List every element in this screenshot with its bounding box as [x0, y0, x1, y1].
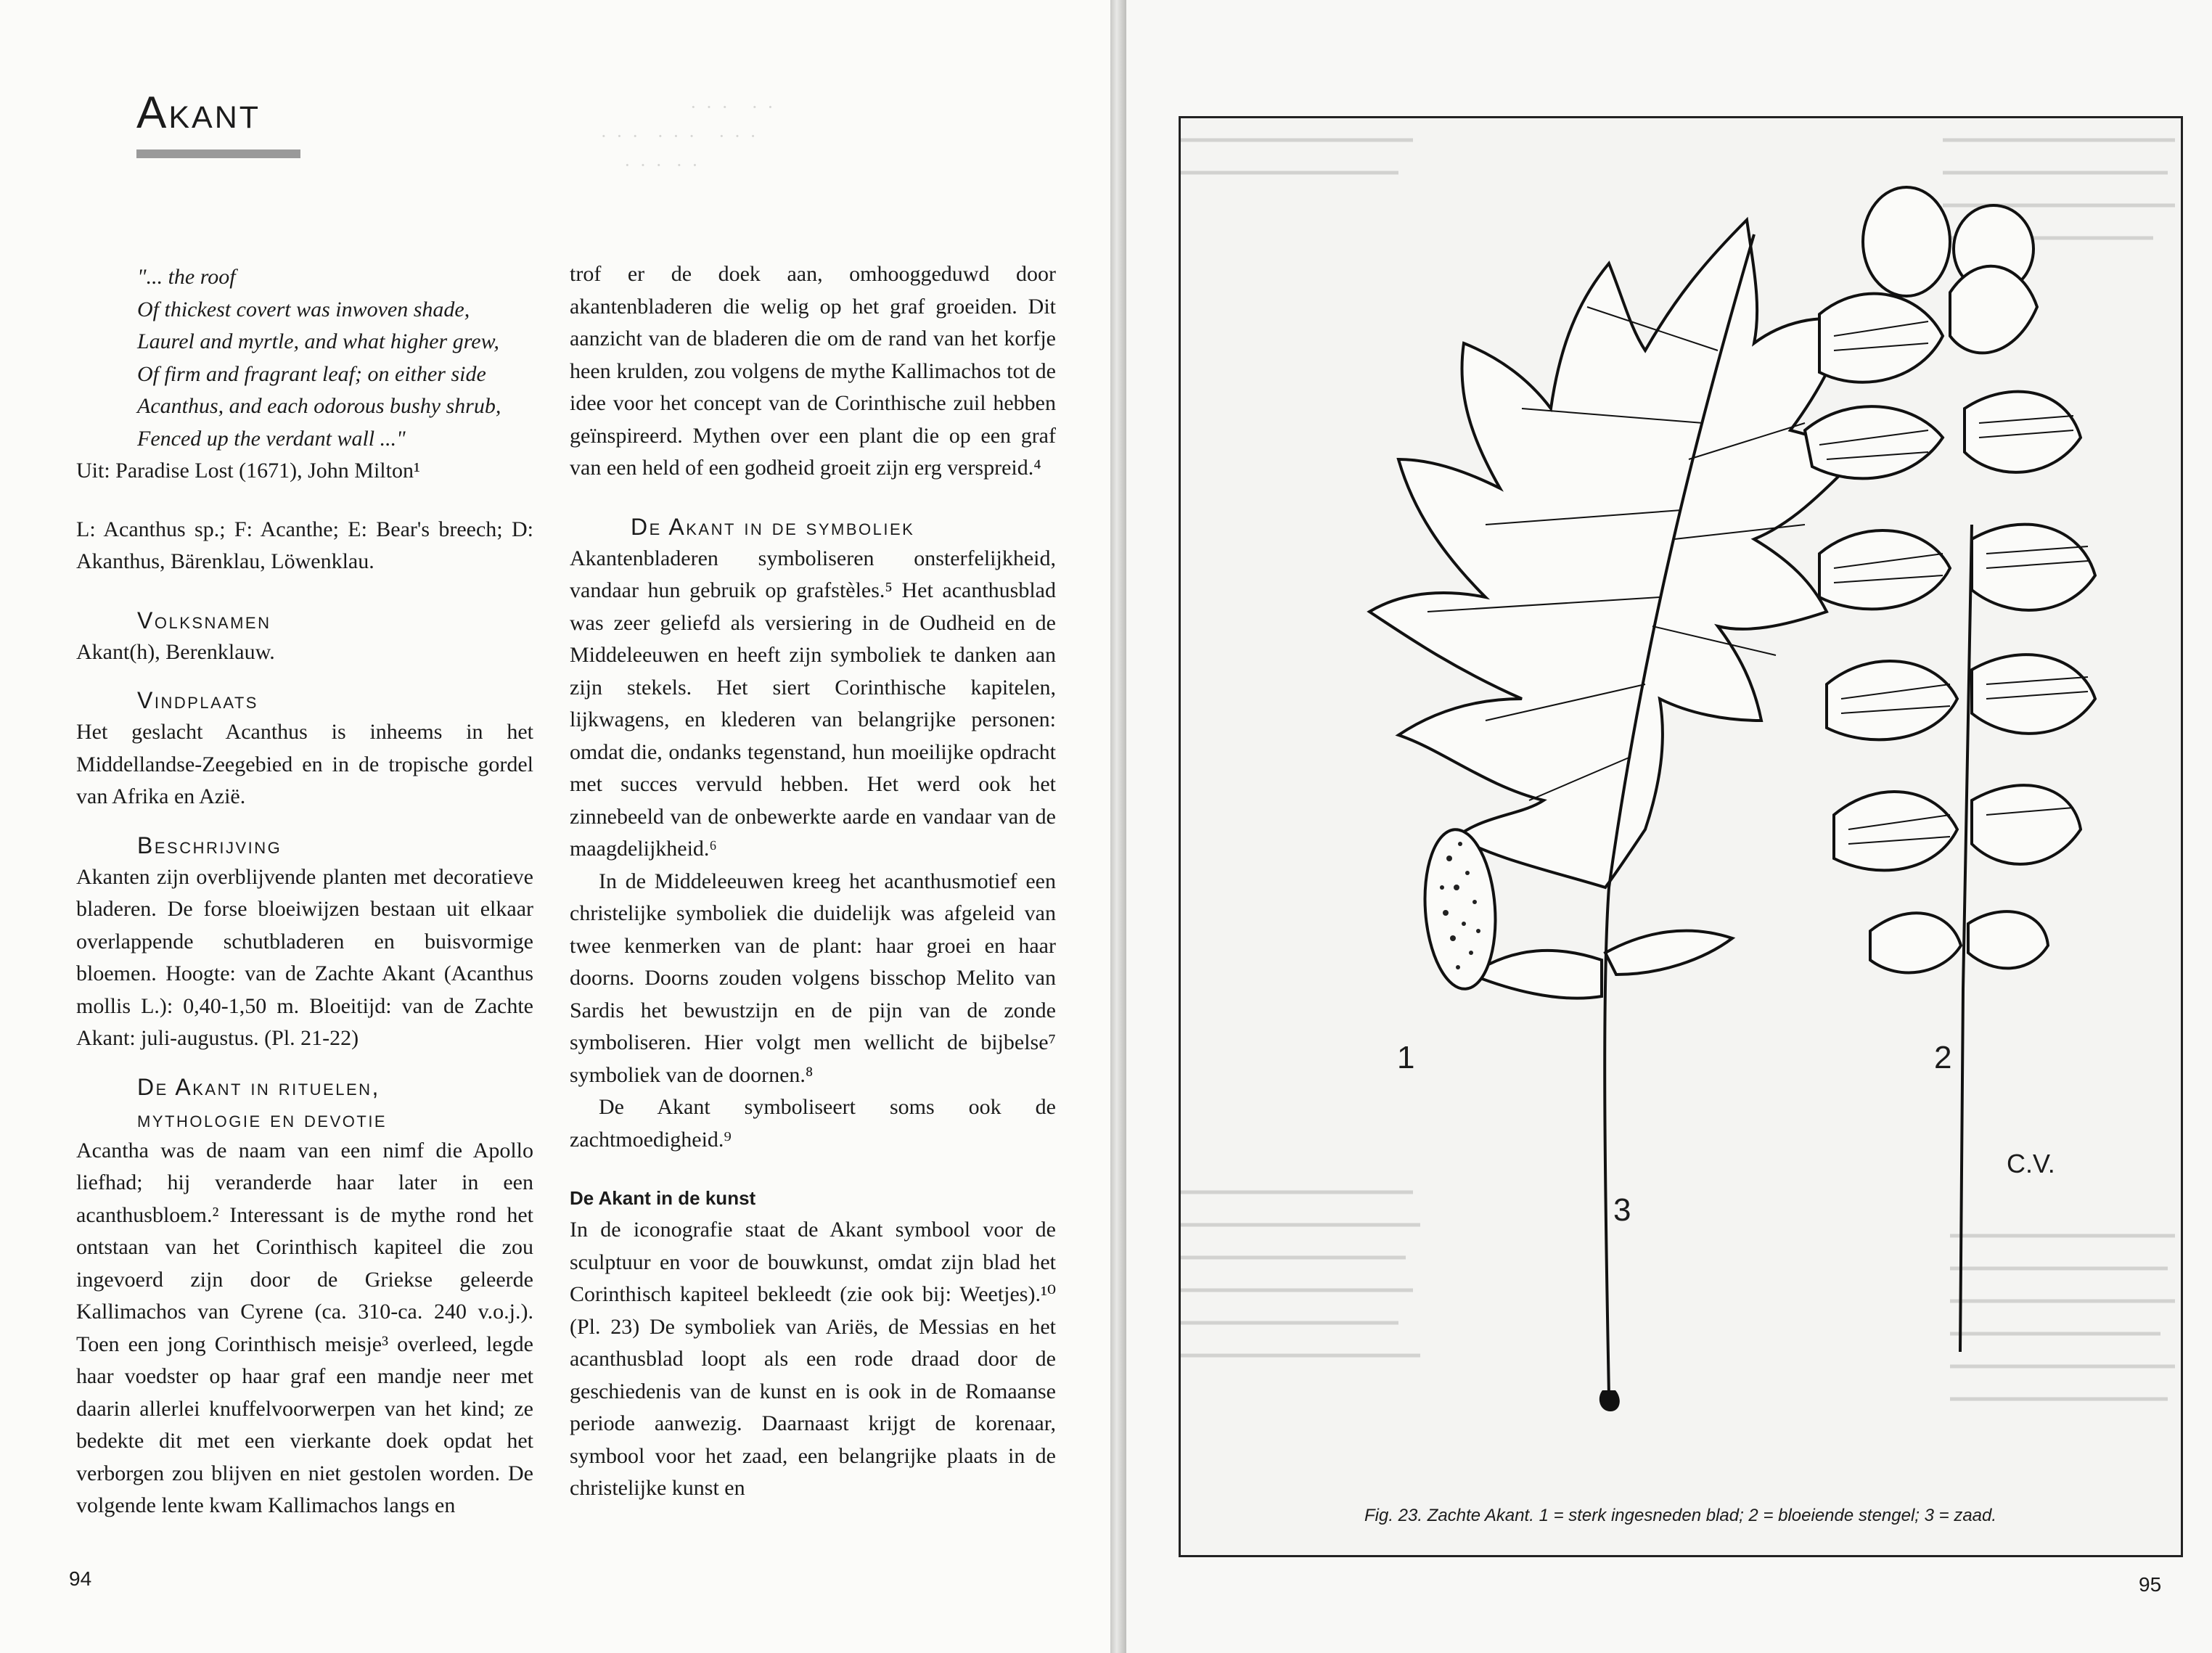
bleed-through-text: · · · · · · · · · · · · · · · · · · ·	[600, 97, 774, 176]
symboliek-paragraph: In de Middeleeuwen kreeg het acanthusmotief een christelijke symboliek die duidelijk was afgeleid van twee kenmerken van de plant: haar groei en haar doorns. Doorns zouden volgens bisschop Melito van Sardis het bewustzijn en de pijn van de zonde symboliseren. Hier volgt men wellicht de bijbelse⁷ symboliek van de doornen.⁸	[570, 869, 1056, 1087]
figure-frame	[1179, 116, 2183, 1557]
page-number-left: 94	[69, 1567, 92, 1590]
book-gutter	[1110, 0, 1126, 1653]
quote-source: Uit: Paradise Lost (1671), John Milton¹	[76, 459, 420, 483]
section-heading-symboliek: De Akant in de symboliek	[631, 513, 915, 540]
symboliek-paragraph: Akantenbladeren symboliseren onsterfelijkheid, vandaar hun gebruik op grafstèles.⁵ Het acanthusblad was zeer geliefd als versiering in de Oudheid en de Middeleeuwen en heeft zijn symboliek te danken aan zijn stekels. Het siert Corinthische kapitelen, lijkwagens, en klederen van belangrijke personen: omdat die, ondanks tegenstand, hun moeilijke opdracht met succes vervuld hebben. Het werd ook het zinnebeeld van de onbewerkte aarde en vandaar van de maagdelijkheid.⁶	[570, 546, 1056, 861]
section-heading-rituelen-line2: mythologie en devotie	[137, 1105, 388, 1132]
quote-line: Fenced up the verdant wall ..."	[137, 426, 406, 451]
right-column	[570, 258, 1056, 1505]
figure-label-1: 1	[1397, 1040, 1415, 1075]
beschrijving-text: Akanten zijn overblijvende planten met decoratieve bladeren. De forse bloeiwijzen bestaan uit elkaar overlappende schutbladeren en buisvormige bloemen. Hoogte: van de Zachte Akant (Acanthus mollis L.): 0,40-1,50 m. Bloeitijd: van de Zachte Akant: juli-augustus. (Pl. 21-22)	[76, 864, 533, 1050]
quote-line: "... the roof	[137, 265, 236, 289]
symboliek-paragraph: De Akant symboliseert soms ook de zachtmoedigheid.⁹	[570, 1095, 1056, 1152]
kunst-text: In de iconografie staat de Akant symbool voor de sculptuur en voor de bouwkunst, omdat zijn blad het Corinthisch kapiteel bekleedt (zie ook bij: Weetjes).¹⁰ (Pl. 23) De symboliek van Ariës, de Messias en het acanthusblad loopt als een rode draad door de geschiedenis van de kunst en is ook in de Romaanse periode aanwezig. Daarnaast krijgt de korenaar, symbool voor het zaad, een belangrijke plaats in de christelijke kunst en	[570, 1218, 1056, 1500]
figure-label-3: 3	[1613, 1192, 1631, 1228]
page-number-right: 95	[2139, 1573, 2162, 1596]
petiole-tip	[1601, 1392, 1618, 1410]
rituelen-text: Acantha was de naam van een nimf die Apollo liefhad; hij veranderde haar later in een acanthusbloem.² Interessant is de mythe rond het ontstaan van het Corinthisch kapiteel die zou ingevoerd zijn door de Griekse geleerde Kallimachos van Cyrene (ca. 310-ca. 240 v.o.j.). Toen een jong Corinthisch meisje³ overleed, legde haar voedster op haar graf een mandje neer met daarin allerlei knuffelvoorwerpen van het kind; ze bedekte dit met een vierkante doek opdat het verborgen zou blijven en niet gestolen worden. De volgende lente kwam Kallimachos langs en	[76, 1138, 533, 1517]
section-heading-beschrijving: Beschrijving	[137, 832, 282, 858]
title-underline	[136, 149, 300, 158]
section-heading-volksnamen: Volksnamen	[137, 607, 271, 633]
quote-line: Of thickest covert was inwoven shade,	[137, 297, 470, 321]
mythe-continued-text: trof er de doek aan, omhooggeduwd door akantenbladeren die welig op het graf groeiden. Dit aanzicht van de bladeren die om de rand van het korfje heen krulden, zou volgens de mythe Kallimachos tot de idee voor het concept van de Corinthische zuil hebben geïnspireerd. Mythen over een plant die op een graf van een held of een godheid groeit zijn erg verspreid.⁴	[570, 262, 1056, 480]
epigraph	[76, 261, 533, 455]
subsection-heading-kunst: De Akant in de kunst	[570, 1187, 756, 1209]
figure-label-2: 2	[1934, 1040, 1952, 1075]
figure-caption: Fig. 23. Zachte Akant. 1 = sterk ingesneden blad; 2 = bloeiende stengel; 3 = zaad.	[1364, 1506, 1997, 1525]
page-title: Akant	[136, 88, 261, 138]
section-heading-rituelen: De Akant in rituelen,	[137, 1073, 380, 1100]
quote-line: Laurel and myrtle, and what higher grew,	[137, 329, 499, 353]
plant-names: L: Acanthus sp.; F: Acanthe; E: Bear's breech; D: Akanthus, Bärenklau, Löwenklau.	[76, 517, 533, 573]
quote-line: Of firm and fragrant leaf; on either side	[137, 361, 486, 386]
quote-line: Acanthus, and each odorous bushy shrub,	[137, 394, 501, 418]
leaf-blade	[1369, 220, 1856, 887]
artist-signature: C.V.	[2007, 1149, 2055, 1178]
lower-leaflet	[1605, 931, 1732, 975]
left-column	[76, 261, 533, 1522]
volksnamen-text: Akant(h), Berenklauw.	[76, 639, 275, 664]
leaf-drawing	[1369, 220, 1856, 1410]
section-heading-vindplaats: Vindplaats	[137, 687, 258, 713]
acanthus-illustration	[1181, 118, 2181, 1555]
vindplaats-text: Het geslacht Acanthus is inheems in het Middellandse-Zeegebied en in de tropische gordel van Afrika en Azië.	[76, 720, 533, 808]
